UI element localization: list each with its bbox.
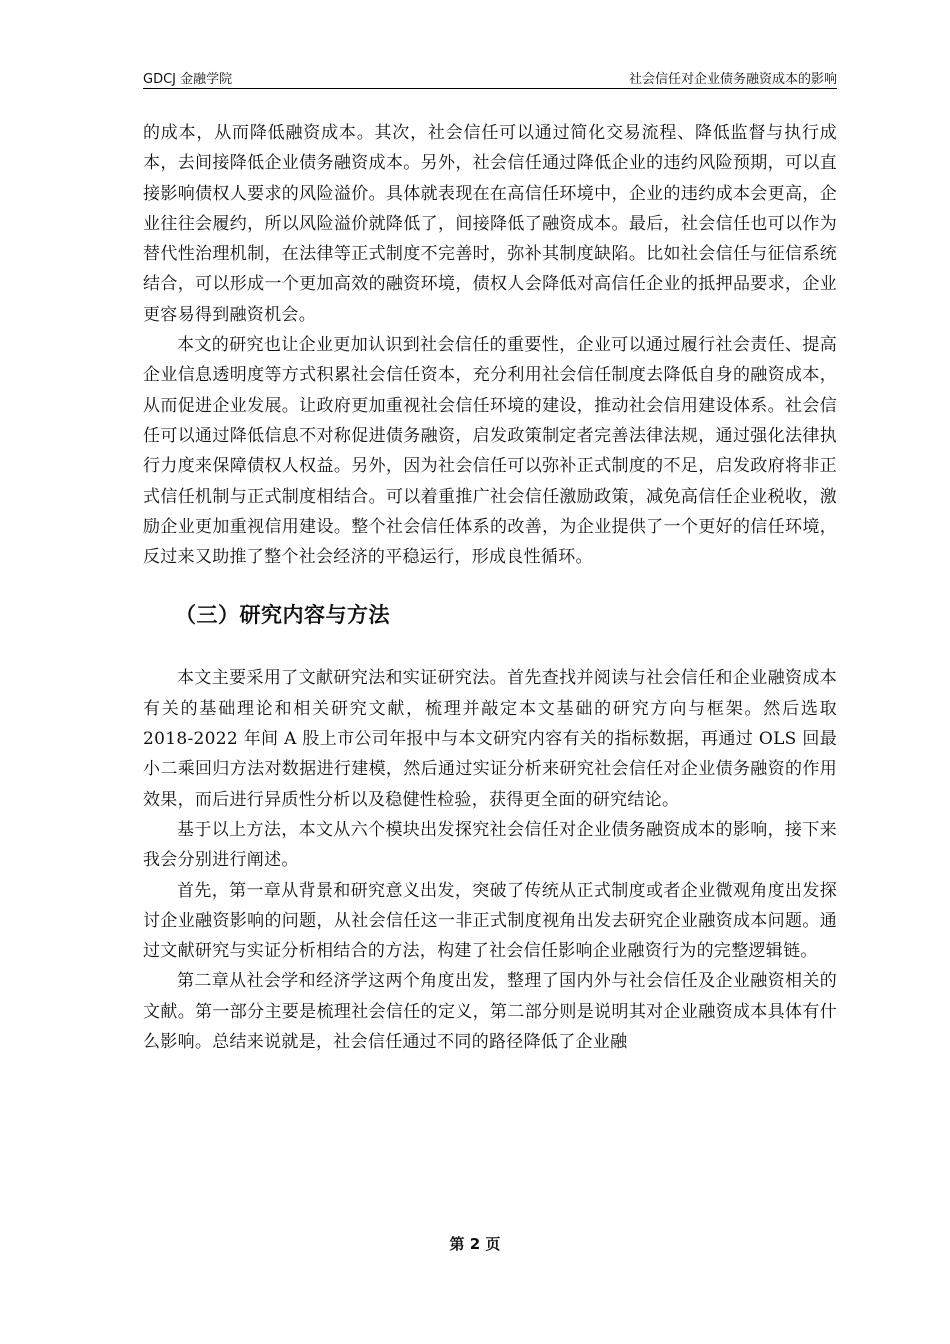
- body-paragraph: 本文主要采用了文献研究法和实证研究法。首先查找并阅读与社会信任和企业融资成本有关的基础理论和相关研究文献，梳理并敲定本文基础的研究方向与框架。然后选取 2018-2022 年间 A 股上市公司年报中与本文研究内容有关的指标数据，再通过 OLS 回最小二乘回归方法对数据进行建模，然后通过实证分析来研究社会信任对企业债务融资的作用效果，而后进行异质性分析以及稳健性检验，获得更全面的研究结论。: [143, 668, 837, 810]
- body-paragraph: 的成本，从而降低融资成本。其次，社会信任可以通过简化交易流程、降低监督与执行成本，去间接降低企业债务融资成本。另外，社会信任通过降低企业的违约风险预期，可以直接影响债权人要求的风险溢价。具体就表现在在高信任环境中，企业的违约成本会更高，企业往往会履约，所以风险溢价就降低了，间接降低了融资成本。最后，社会信任也可以作为替代性治理机制，在法律等正式制度不完善时，弥补其制度缺陷。比如社会信任与征信系统结合，可以形成一个更加高效的融资环境，债权人会降低对高信任企业的抵押品要求，企业更容易得到融资机会。: [143, 123, 837, 325]
- page-header: [143, 66, 837, 89]
- body-paragraph: 本文的研究也让企业更加认识到社会信任的重要性，企业可以通过履行社会责任、提高企业信息透明度等方式积累社会信任资本，充分利用社会信任制度去降低自身的融资成本，从而促进企业发展。让政府更加重视社会信任环境的建设，推动社会信用建设体系。社会信任可以通过降低信息不对称促进债务融资，启发政策制定者完善法律法规，通过强化法律执行力度来保障债权人权益。另外，因为社会信任可以弥补正式制度的不足，启发政府将非正式信任机制与正式制度相结合。可以着重推广社会信任激励政策，减免高信任企业税收，激励企业更加重视信用建设。整个社会信任体系的改善，为企业提供了一个更好的信任环境，反过来又助推了整个社会经济的平稳运行，形成良性循环。: [143, 335, 837, 568]
- body-paragraph: 首先，第一章从背景和研究意义出发，突破了传统从正式制度或者企业微观角度出发探讨企业融资影响的问题，从社会信任这一非正式制度视角出发去研究企业融资成本问题。通过文献研究与实证分析相结合的方法，构建了社会信任影响企业融资行为的完整逻辑链。: [143, 880, 837, 962]
- header-title: 社会信任对企业债务融资成本的影响: [628, 72, 837, 87]
- page-number: 第 2 页: [449, 1235, 501, 1253]
- page-body: [143, 118, 837, 1057]
- body-paragraph: 第二章从社会学和经济学这两个角度出发，整理了国内外与社会信任及企业融资相关的文献。第一部分主要是梳理社会信任的定义，第二部分则是说明其对企业融资成本具体有什么影响。总结来说就是，社会信任通过不同的路径降低了企业融: [143, 971, 837, 1053]
- header-institution: GDCJ 金融学院: [143, 72, 233, 87]
- section-heading: （三）研究内容与方法: [175, 603, 390, 628]
- body-paragraph: 基于以上方法，本文从六个模块出发探究社会信任对企业债务融资成本的影响，接下来我会分别进行阐述。: [143, 819, 837, 871]
